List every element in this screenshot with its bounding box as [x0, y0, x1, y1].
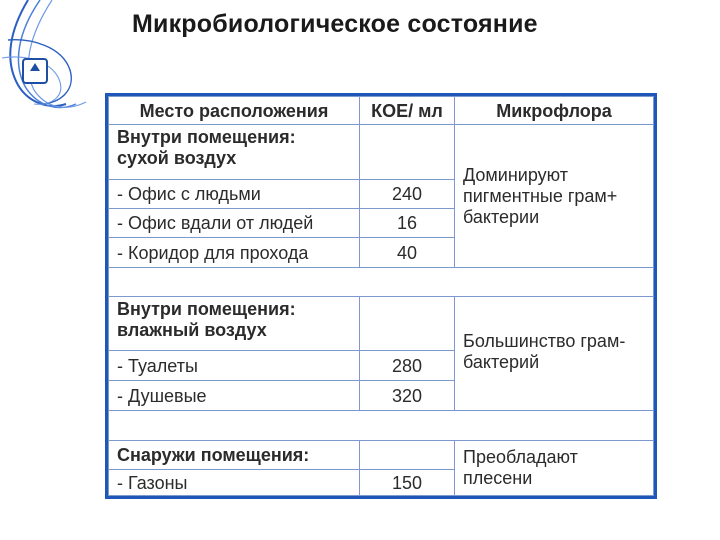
row-place: - Душевые [108, 380, 360, 411]
microbiology-table [105, 93, 657, 499]
spacer-row [108, 410, 654, 441]
header-location: Место расположения [108, 96, 360, 125]
cfu-empty-cell [359, 124, 455, 180]
microflora-cell [454, 440, 654, 496]
group-title-line1: Внутри помещения: [117, 127, 296, 147]
header-microflora: Микрофлора [454, 96, 654, 125]
spacer-row [108, 267, 654, 297]
microflora-line: бактерии [463, 207, 540, 227]
slide-title: Микробиологическое состояние [132, 10, 538, 38]
row-cfu: 240 [359, 179, 455, 209]
row-cfu: 40 [359, 237, 455, 268]
group-title-humid-air [108, 296, 360, 351]
cfu-empty-cell [359, 440, 455, 470]
microflora-line: Большинство грам- [463, 331, 626, 351]
group-title-outdoors: Снаружи помещения: [108, 440, 360, 470]
row-cfu: 16 [359, 208, 455, 238]
group-title-line2: влажный воздух [117, 320, 267, 340]
row-place: - Коридор для прохода [108, 237, 360, 268]
microflora-cell [454, 124, 654, 268]
group-title-line1: Внутри помещения: [117, 299, 296, 319]
row-cfu: 320 [359, 380, 455, 411]
microflora-line: Доминируют [463, 165, 568, 185]
group-title-line2: сухой воздух [117, 148, 237, 168]
row-place: - Офис с людьми [108, 179, 360, 209]
group-title-dry-air [108, 124, 360, 180]
microflora-line: бактерий [463, 352, 540, 372]
logo-triangle-icon [30, 63, 40, 71]
header-cfu: КОЕ/ мл [359, 96, 455, 125]
row-place: - Офис вдали от людей [108, 208, 360, 238]
row-place: - Туалеты [108, 350, 360, 381]
cfu-empty-cell [359, 296, 455, 351]
row-place: - Газоны [108, 469, 360, 496]
tetra-pak-logo [22, 58, 48, 84]
microflora-cell [454, 296, 654, 411]
microflora-line: Преобладают [463, 447, 578, 467]
microflora-line: плесени [463, 468, 533, 488]
decorative-swirl [0, 0, 120, 120]
row-cfu: 150 [359, 469, 455, 496]
microflora-line: пигментные грам+ [463, 186, 618, 206]
row-cfu: 280 [359, 350, 455, 381]
